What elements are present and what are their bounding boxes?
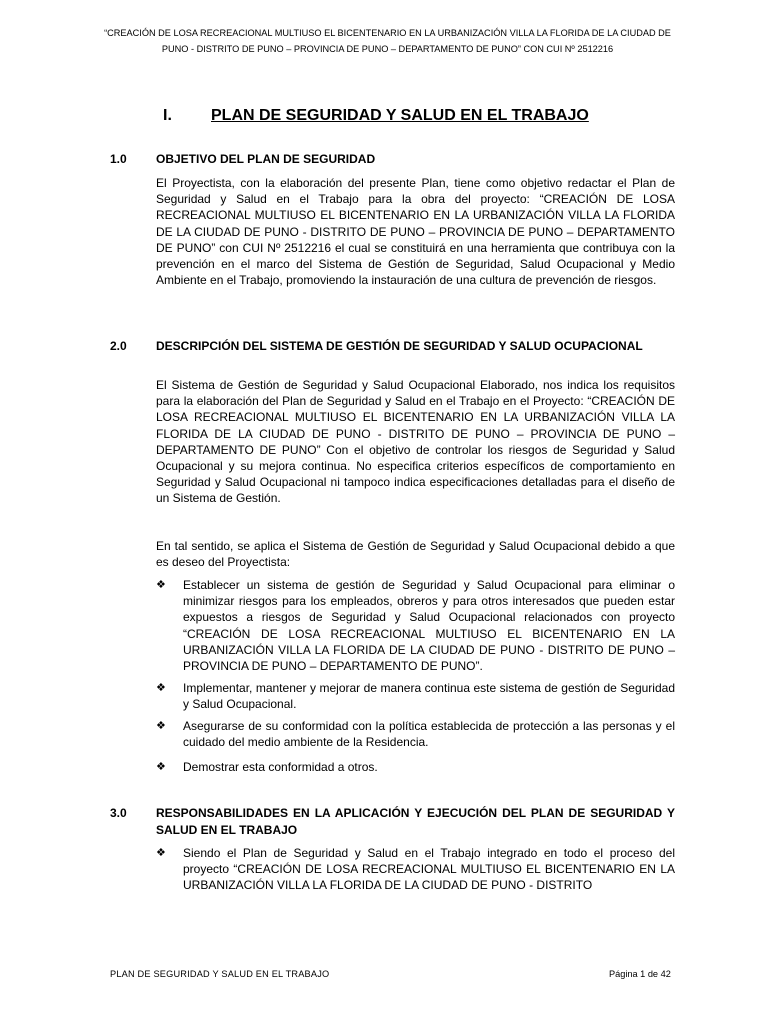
list-item-text: Asegurarse de su conformidad con la política establecida de protección a las personas y el cuidado del medio ambiente de la Residencia. (183, 719, 675, 750)
section-2-paragraph-2: En tal sentido, se aplica el Sistema de Gestión de Seguridad y Salud Ocupacional debido a que es deseo del Proyectista: (156, 539, 675, 570)
footer-title: PLAN DE SEGURIDAD Y SALUD EN EL TRABAJO (110, 969, 330, 979)
diamond-bullet-icon: ❖ (156, 579, 166, 591)
diamond-bullet-icon: ❖ (156, 847, 166, 859)
list-item (156, 718, 675, 750)
section-2-title: DESCRIPCIÓN DEL SISTEMA DE GESTIÓN DE SEGURIDAD Y SALUD OCUPACIONAL (156, 339, 643, 353)
section-3-number: 3.0 (110, 806, 127, 820)
page-number: Página 1 de 42 (609, 969, 671, 979)
page-header: “CREACIÓN DE LOSA RECREACIONAL MULTIUSO EL BICENTENARIO EN LA URBANIZACIÓN VILLA LA FLORIDA DE LA CIUDAD DE PUNO - DISTRITO DE PUNO – PROVINCIA DE PUNO – DEPARTAMENTO DE PUNO” CON CUI Nº 2512216 (104, 28, 671, 54)
list-item-text: Implementar, mantener y mejorar de manera continua este sistema de gestión de Seguridad y Salud Ocupacional. (183, 681, 675, 712)
section-3-title: RESPONSABILIDADES EN LA APLICACIÓN Y EJECUCIÓN DEL PLAN DE SEGURIDAD Y SALUD EN EL TRABAJO (156, 806, 675, 837)
list-item (156, 759, 675, 775)
main-title-number: I. (163, 107, 172, 124)
section-1-number: 1.0 (110, 152, 127, 166)
list-item-text: Establecer un sistema de gestión de Seguridad y Salud Ocupacional para eliminar o minimizar riesgos para los empleados, obreros y para otros interesados que pueden estar expuestos a riesgos de Seguridad y Salud Ocupacional relacionados con proyecto “CREACIÓN DE LOSA RECREACIONAL MULTIUSO EL BICENTENARIO EN LA URBANIZACIÓN VILLA LA FLORIDA DE LA CIUDAD DE PUNO - DISTRITO DE PUNO – PROVINCIA DE PUNO – DEPARTAMENTO DE PUNO”. (183, 578, 675, 674)
section-2-paragraph: El Sistema de Gestión de Seguridad y Salud Ocupacional Elaborado, nos indica los requisitos para la elaboración del Plan de Seguridad y Salud en el Trabajo en el Proyecto: “CREACIÓN DE LOSA RECREACIONAL MULTIUSO EL BICENTENARIO EN LA URBANIZACIÓN VILLA LA FLORIDA DE LA CIUDAD DE PUNO - DISTRITO DE PUNO – PROVINCIA DE PUNO – DEPARTAMENTO DE PUNO” Con el objetivo de controlar los riesgos de Seguridad y Salud Ocupacional y su mejora continua. No especifica criterios específicos de comportamiento en Seguridad y Salud Ocupacional ni tampoco indica especificaciones detalladas para el diseño de un Sistema de Gestión. (156, 378, 675, 506)
list-item (156, 680, 675, 712)
list-item (156, 845, 675, 894)
list-item-text: Demostrar esta conformidad a otros. (183, 760, 378, 774)
section-1-title: OBJETIVO DEL PLAN DE SEGURIDAD (156, 152, 376, 166)
diamond-bullet-icon: ❖ (156, 761, 166, 773)
main-title-text: PLAN DE SEGURIDAD Y SALUD EN EL TRABAJO (211, 107, 589, 124)
list-item-text: Siendo el Plan de Seguridad y Salud en el Trabajo integrado en todo el proceso del proyecto “CREACIÓN DE LOSA RECREACIONAL MULTIUSO EL BICENTENARIO EN LA URBANIZACIÓN VILLA LA FLORIDA DE LA CIUDAD DE PUNO - DISTRITO (183, 846, 675, 893)
diamond-bullet-icon: ❖ (156, 720, 166, 732)
section-1-paragraph: El Proyectista, con la elaboración del presente Plan, tiene como objetivo redactar el Plan de Seguridad y Salud en el Trabajo para la obra del proyecto: “CREACIÓN DE LOSA RECREACIONAL MULTIUSO EL BICENTENARIO EN LA URBANIZACIÓN VILLA LA FLORIDA DE LA CIUDAD DE PUNO - DISTRITO DE PUNO – PROVINCIA DE PUNO – DEPARTAMENTO DE PUNO” con CUI Nº 2512216 el cual se constituirá en una herramienta que contribuya con la prevención en el marco del Sistema de Gestión de Seguridad, Salud Ocupacional y Medio Ambiente en el Trabajo, promoviendo la instauración de una cultura de prevención de riesgos. (156, 176, 675, 288)
section-2-number: 2.0 (110, 339, 127, 353)
diamond-bullet-icon: ❖ (156, 682, 166, 694)
main-title (163, 107, 589, 125)
list-item (156, 577, 675, 674)
